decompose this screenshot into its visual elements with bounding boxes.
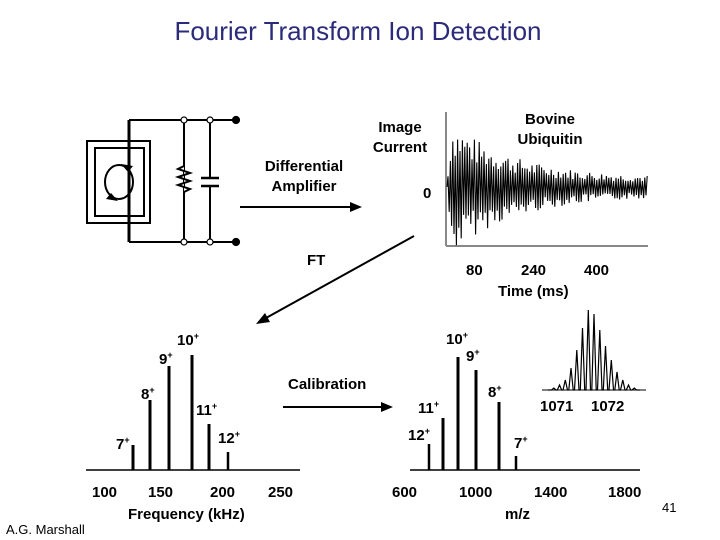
mass-peak-label-9: 9+ [466,347,480,365]
mass-peak-label-12: 12+ [408,426,430,444]
isotope-inset [542,310,646,390]
page-number: 41 [662,500,677,515]
freq-tick-100: 100 [92,484,118,501]
inset-tick-1071: 1071 [540,398,574,415]
slide-title: Fourier Transform Ion Detection [174,16,542,46]
orbit-arrow-bottom [106,193,118,201]
mass-axis-label: m/z [505,506,531,523]
freq-peak-label-12: 12+ [218,429,240,447]
ft-label: FT [307,252,326,269]
cell-outer [87,141,150,223]
mass-tick-1800: 1800 [608,484,642,501]
mass-tick-1000: 1000 [459,484,493,501]
amplifier-label: Differential Amplifier [264,158,344,195]
sample-label: Bovine Ubiquitin [517,111,583,148]
mass-tick-1400: 1400 [534,484,568,501]
freq-peak-label-11: 11+ [196,401,218,419]
calibration-label: Calibration [288,376,367,393]
calibration-arrow [283,402,393,412]
freq-peak-label-10: 10+ [177,331,199,349]
time-tick-240: 240 [521,262,547,279]
transient-signal [447,140,647,246]
ft-arrow [256,236,414,324]
freq-tick-150: 150 [148,484,174,501]
freq-peak-label-8: 8+ [141,385,155,403]
freq-axis-label: Frequency (kHz) [128,506,245,523]
mass-peak-label-7: 7+ [514,434,528,452]
mass-tick-600: 600 [392,484,418,501]
orbit-arrow-top [121,164,133,172]
time-axis-label: Time (ms) [498,283,569,300]
freq-peak-label-7: 7+ [116,435,130,453]
cell-inner [95,148,144,216]
arrow-to-transient [240,202,362,212]
time-tick-80: 80 [466,262,483,279]
time-tick-400: 400 [584,262,610,279]
resistor-zigzag [178,166,190,192]
inset-tick-1072: 1072 [591,398,625,415]
mass-peak-label-10: 10+ [446,330,468,348]
mass-peak-label-8: 8+ [488,383,502,401]
detection-circuit [87,120,235,242]
inset-isotope-peaks [548,310,640,390]
credit-label: A.G. Marshall [6,522,85,537]
mass-peak-label-11: 11+ [418,399,440,417]
freq-tick-200: 200 [210,484,236,501]
freq-tick-250: 250 [268,484,294,501]
image-current-label: Image Current [372,119,428,156]
freq-peak-label-9: 9+ [159,350,173,368]
zero-label: 0 [423,185,432,202]
